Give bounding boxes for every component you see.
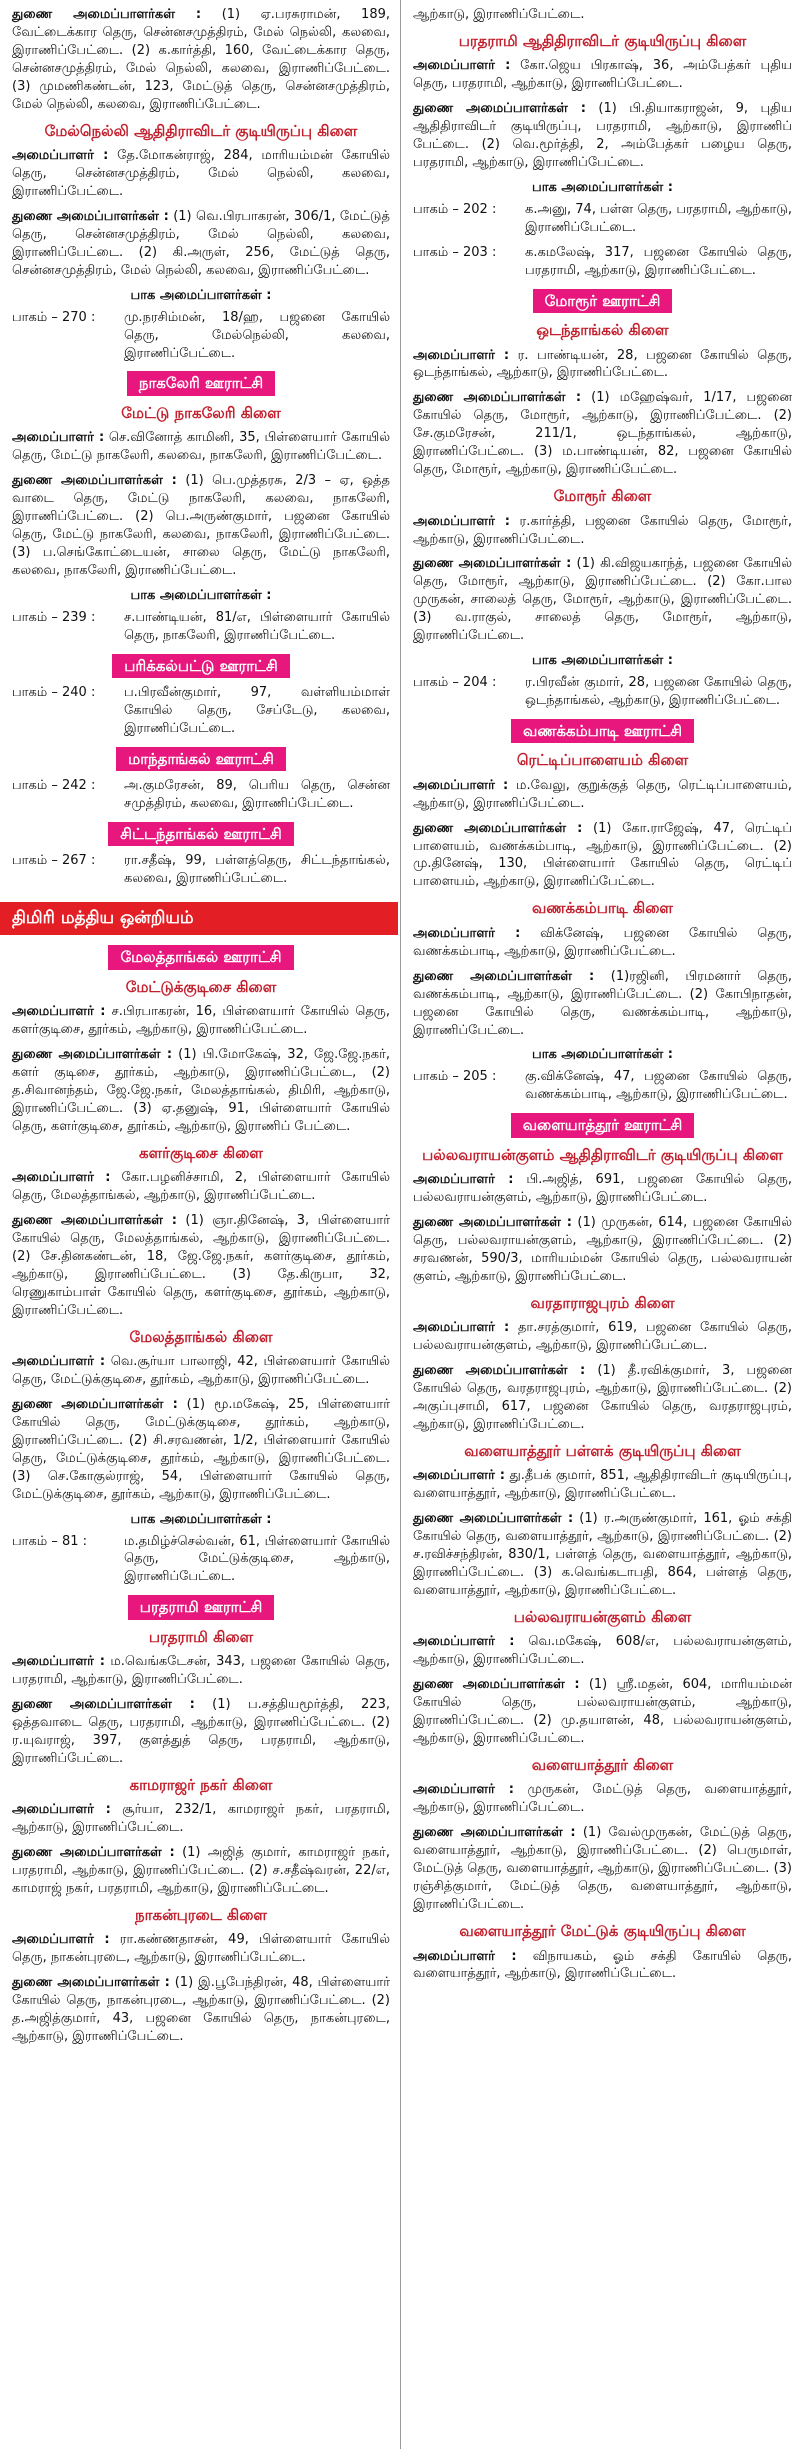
booth-entry xyxy=(12,1533,390,1587)
entry-text: கோ.ஜெய பிரகாஷ், 36, அம்பேத்கர் புதிய தெரு, பரதராமி, ஆற்காடு, இராணிப்பேட்டை. xyxy=(413,58,792,92)
entry-co-secretaries xyxy=(413,1362,792,1434)
role-label: அமைப்பாளர் : xyxy=(12,1170,111,1186)
booth-entry xyxy=(12,609,390,645)
entry-secretary xyxy=(12,1801,390,1837)
entry-text: சூர்யா, 232/1, காமராஜர் நகர், பரதராமி, ஆற்காடு, இராணிப்பேட்டை. xyxy=(12,1802,390,1836)
entry-text: (1) பெ.முத்தரசு, 2/3 – ஏ, ஒத்த வாடை தெரு, மேட்டு நாகலேரி, கலவை, நாகலேரி, இராணிப்பேட்டை. (2) பெ.அருண்குமார், பஜனை கோயில் தெரு, மேட்டு நாகலேரி, கலவை, நாகலேரி, இராணிப்பேட்டை. (3) ப.செங்கோட்டையன், சாலை தெரு, மேட்டு நாகலேரி, கலவை, நாகலேரி, இராணிப்பேட்டை. xyxy=(12,473,390,578)
role-label: அமைப்பாளர் : xyxy=(413,347,510,363)
entry-secretary xyxy=(413,1171,792,1207)
role-label: துணை அமைப்பாளர்கள் : xyxy=(413,1363,586,1378)
entry-text: விக்னேஷ், பஜனை கோயில் தெரு, வணக்கம்பாடி, ஆற்காடு, இராணிப்பேட்டை. xyxy=(413,925,792,959)
entry-secretary xyxy=(413,57,792,93)
booth-label: பாகம் – 270 : xyxy=(12,309,96,325)
entry-co-secretaries xyxy=(12,208,390,280)
panchayat-heading: மாந்தாங்கல் ஊராட்சி xyxy=(116,747,286,771)
entry-secretary xyxy=(12,429,390,465)
entry-secretary xyxy=(413,1948,792,1984)
panchayat-heading: வளையாத்தூர் ஊராட்சி xyxy=(511,1113,695,1137)
part-secretaries-heading: பாக அமைப்பாளர்கள் : xyxy=(532,653,673,669)
role-label: துணை அமைப்பாளர்கள் : xyxy=(12,1845,175,1861)
entry-text: (1) முருகன், 614, பஜனை கோயில் தெரு, பல்லவராயன்குளம், ஆற்காடு, இராணிப்பேட்டை. (2) சரவணன், 590/3, மாரியம்மன் கோயில் தெரு, பல்லவராயன் குளம், ஆற்காடு, இராணிப்பேட்டை. xyxy=(413,1214,792,1284)
entry-text: தே.மோகன்ராஜ், 284, மாரியம்மன் கோயில் தெரு, சென்னசமுத்திரம், மேல் நெல்லி, கலவை, இராணிப்பேட்டை. xyxy=(12,148,390,199)
entry-co-secretaries xyxy=(413,389,792,479)
role-label: அமைப்பாளர் : xyxy=(413,1172,514,1187)
entry-text: (1) ஏ.பரசுராமன், 189, வேட்டைக்கார தெரு, சென்னசமுத்திரம், மேல் நெல்லி, கலவை, இராணிப்பேட்டை. (2) க.கார்த்தி, 160, வேட்டைக்கார தெரு, சென்னசமுத்திரம், மேல் நெல்லி, கலவை, இராணிப்பேட்டை. (3) முமணிகண்டன், 123, மேட்டுத் தெரு, சென்னசமுத்திரம், மேல் நெல்லி, கலவை, இராணிப்பேட்டை. xyxy=(12,7,390,112)
booth-entry xyxy=(12,777,390,813)
entry-co-secretaries xyxy=(413,1510,792,1600)
entry-text: ர.கார்த்தி, பஜனை கோயில் தெரு, மோரூர், ஆற்காடு, இராணிப்பேட்டை. xyxy=(413,513,792,547)
role-label: அமைப்பாளர் : xyxy=(413,777,509,793)
entry-text: (1) மூ.மகேஷ், 25, பிள்ளையார் கோயில் தெரு, மேட்டுக்குடிசை, தூர்கம், ஆற்காடு, இராணிப்பேட்டை. (2) சி.சரவணன், 1/2, பிள்ளையார் கோயில் தெரு, மேட்டுக்குடிசை, தூர்கம், ஆற்காடு, இராணிப்பேட்டை. (3) செ.கோகுல்ராஜ், 54, பிள்ளையார் கோயில் தெரு, மேட்டுக்குடிசை, தூர்கம், ஆற்காடு, இராணிப்பேட்டை. xyxy=(12,1396,390,1502)
booth-entry xyxy=(413,674,792,710)
booth-label: பாகம் – 240 : xyxy=(12,684,96,700)
booth-label: பாகம் – 242 : xyxy=(12,777,96,793)
entry-co-secretaries xyxy=(413,555,792,645)
booth-label: பாகம் – 239 : xyxy=(12,609,96,625)
branch-heading: மேலத்தாங்கல் கிளை xyxy=(129,1327,273,1346)
role-label: அமைப்பாளர் : xyxy=(12,1932,110,1948)
role-label: துணை அமைப்பாளர்கள் : xyxy=(12,473,177,489)
booth-text: ம.தமிழ்ச்செல்வன், 61, பிள்ளையார் கோயில் தெரு, மேட்டுக்குடிசை, ஆற்காடு, இராணிப்பேட்டை. xyxy=(124,1533,390,1585)
entry-text: து.தீபக் குமார், 851, ஆதிதிராவிடர் குடியிருப்பு, வளையாத்தூர், ஆற்காடு, இராணிப்பேட்டை. xyxy=(413,1468,792,1502)
panchayat-heading: மேலத்தாங்கல் ஊராட்சி xyxy=(108,945,293,969)
entry-co-secretaries xyxy=(12,1396,390,1504)
booth-text: மு.நரசிம்மன், 18/ஹ, பஜனை கோயில் தெரு, மேல்நெல்லி, கலவை, இராணிப்பேட்டை. xyxy=(124,309,390,361)
booth-text: கு.விக்னேஷ், 47, பஜனை கோயில் தெரு, வணக்கம்பாடி, ஆற்காடு, இராணிப்பேட்டை. xyxy=(525,1069,792,1103)
entry-text: (1) கி.விஜயகாந்த், பஜனை கோயில் தெரு, மோரூர், ஆற்காடு, இராணிப்பேட்டை. (2) கோ.பால முருகன், சாலைத் தெரு, மோரூர், ஆற்காடு, இராணிப்பேட்டை. (3) வ.ராகுல், சாலைத் தெரு, மோரூர், ஆற்காடு, இராணிப்பேட்டை. xyxy=(413,556,792,644)
branch-heading: மேல்நெல்லி ஆதிதிராவிடர் குடியிருப்பு கிளை xyxy=(44,121,358,140)
role-label: அமைப்பாளர் : xyxy=(12,430,105,446)
role-label: துணை அமைப்பாளர்கள் : xyxy=(12,1212,177,1228)
branch-heading: நாகன்புரடை கிளை xyxy=(135,1905,267,1924)
entry-text: (1) அஜித் குமார், காமராஜர் நகர், பரதராமி, ஆற்காடு, இராணிப்பேட்டை. (2) ச.சதீஷ்வரன், 22/எ, காமராஜ் நகர், பரதராமி, ஆற்காடு, இராணிப்பேட்டை. xyxy=(12,1845,390,1896)
entry-text: ம.வேலு, குறுக்குத் தெரு, ரெட்டிப்பாளையம், ஆற்காடு, இராணிப்பேட்டை. xyxy=(413,777,792,811)
panchayat-heading: வணக்கம்பாடி ஊராட்சி xyxy=(511,719,694,743)
entry-text: விநாயகம், ஓம் சக்தி கோயில் தெரு, வளையாத்தூர், ஆற்காடு, இராணிப்பேட்டை. xyxy=(413,1948,792,1982)
entry-co-secretaries xyxy=(12,472,390,580)
entry-co-secretaries xyxy=(12,1046,390,1136)
part-secretaries-heading: பாக அமைப்பாளர்கள் : xyxy=(130,587,272,603)
branch-heading: ரெட்டிப்பாளையம் கிளை xyxy=(516,751,689,770)
panchayat-heading: நாகலேரி ஊராட்சி xyxy=(127,371,275,395)
booth-label: பாகம் – 267 : xyxy=(12,852,96,868)
entry-secretary xyxy=(413,1319,792,1355)
entry-secretary xyxy=(413,925,792,961)
entry-co-secretaries xyxy=(413,1676,792,1748)
entry-secretary xyxy=(413,1781,792,1817)
role-label: அமைப்பாளர் : xyxy=(12,1654,105,1670)
role-label: துணை அமைப்பாளர்கள் : xyxy=(12,1396,178,1412)
entry-co-secretaries xyxy=(413,820,792,892)
entry-text: வெ.சூர்யா பாலாஜி, 42, பிள்ளையார் கோயில் தெரு, மேட்டுக்குடிசை, தூர்கம், ஆற்காடு, இராணிப்பேட்டை. xyxy=(12,1354,390,1388)
booth-text: அ.குமரேசன், 89, பெரிய தெரு, சென்ன சமுத்திரம், கலவை, இராணிப்பேட்டை. xyxy=(124,777,390,811)
entry-text: (1) வெ.பிரபாகரன், 306/1, மேட்டுத் தெரு, சென்னசமுத்திரம், மேல் நெல்லி, கலவை, இராணிப்பேட்டை. (2) கி.அருள், 256, மேட்டுத் தெரு, சென்னசமுத்திரம், மேல் நெல்லி, கலவை, இராணிப்பேட்டை. xyxy=(12,208,390,278)
role-label: துணை அமைப்பாளர்கள் : xyxy=(413,101,586,117)
branch-heading: பல்லவராயன்குளம் ஆதிதிராவிடர் குடியிருப்பு கிளை xyxy=(422,1145,783,1164)
entry-text: பி.அஜித், 691, பஜனை கோயில் தெரு, பல்லவராயன்குளம், ஆற்காடு, இராணிப்பேட்டை. xyxy=(413,1172,792,1205)
entry-continuation: ஆற்காடு, இராணிப்பேட்டை. xyxy=(413,7,585,22)
role-label: துணை அமைப்பாளர்கள் : xyxy=(413,1214,572,1230)
entry-secretary xyxy=(12,1353,390,1389)
entry-text: (1) இ.பூபேந்திரன், 48, பிள்ளையார் கோயில் தெரு, நாகன்புரடை, ஆற்காடு, இராணிப்பேட்டை. (2) த.அஜித்குமார், 43, பஜனை கோயில் தெரு, நாகன்புரடை, ஆற்காடு, இராணிப்பேட்டை. xyxy=(12,1975,390,2045)
branch-heading: களர்குடிசை கிளை xyxy=(139,1143,263,1162)
entry-text: (1) ஸ்ரீ.மதன், 604, மாரியம்மன் கோயில் தெரு, பல்லவராயன்குளம், ஆற்காடு, இராணிப்பேட்டை. (2) மு.தயாளன், 48, பல்லவராயன்குளம், ஆற்காடு, இராணிப்பேட்டை. xyxy=(413,1677,792,1746)
role-label: துணை அமைப்பாளர்கள் : xyxy=(413,556,572,572)
booth-entry xyxy=(413,244,792,280)
part-secretaries-heading: பாக அமைப்பாளர்கள் : xyxy=(130,287,272,303)
booth-entry xyxy=(12,852,390,888)
entry-co-secretaries xyxy=(413,1824,792,1914)
panchayat-heading: பரிக்கல்பட்டு ஊராட்சி xyxy=(112,654,289,678)
branch-heading: பரதராமி கிளை xyxy=(148,1627,254,1646)
booth-text: ர.பிரவீன் குமார், 28, பஜனை கோயில் தெரு, ஒடந்தாங்கல், ஆற்காடு, இராணிப்பேட்டை. xyxy=(525,675,792,708)
role-label: அமைப்பாளர் : xyxy=(413,1634,515,1650)
entry-text: கோ.பழனிச்சாமி, 2, பிள்ளையார் கோயில் தெரு, மேலத்தாங்கல், ஆற்காடு, இராணிப்பேட்டை. xyxy=(12,1170,390,1204)
entry-secretary xyxy=(413,347,792,383)
role-label: துணை அமைப்பாளர்கள் : xyxy=(12,7,202,22)
entry-text: ர. பாண்டியன், 28, பஜனை கோயில் தெரு, ஒடந்தாங்கல், ஆற்காடு, இராணிப்பேட்டை. xyxy=(413,347,792,381)
entry-secretary xyxy=(413,777,792,813)
entry-secretary xyxy=(12,1653,390,1689)
role-label: அமைப்பாளர் : xyxy=(413,58,511,74)
entry-text: (1) கோ.ராஜேஷ், 47, ரெட்டிப் பாளையம், வணக்கம்பாடி, ஆற்காடு, இராணிப்பேட்டை. (2) மு.தினேஷ், 130, பிள்ளையார் கோயில் தெரு, ரெட்டிப் பாளையம், ஆற்காடு, இராணிப்பேட்டை. xyxy=(413,820,792,890)
role-label: துணை அமைப்பாளர்கள் : xyxy=(12,1046,173,1062)
booth-entry xyxy=(12,309,390,363)
entry-secretary xyxy=(413,513,792,549)
entry-text: (1) ப.சத்தியமூர்த்தி, 223, ஒத்தவாடை தெரு, பரதராமி, ஆற்காடு, இராணிப்பேட்டை. (2) ர.யுவராஜ், 397, குளத்துத் தெரு, பரதராமி, ஆற்காடு, இராணிப்பேட்டை. xyxy=(12,1696,390,1766)
role-label: அமைப்பாளர் : xyxy=(12,148,109,164)
role-label: துணை அமைப்பாளர்கள் : xyxy=(12,208,169,224)
role-label: அமைப்பாளர் : xyxy=(413,513,511,529)
branch-heading: மேட்டுக்குடிசை கிளை xyxy=(125,977,277,996)
entry-text: (1) ஞா.தினேஷ், 3, பிள்ளையார் கோயில் தெரு, மேலத்தாங்கல், ஆற்காடு, இராணிப்பேட்டை. (2) சே.தினகண்டன், 18, ஜே.ஜே.நகர், களர்குடிசை, தூர்கம், ஆற்காடு, இராணிப்பேட்டை. (3) தே.கிருபா, 32, ரெணுகாம்பாள் கோயில் தெரு, களர்குடிசை, தூர்கம், ஆற்காடு, இராணிப்பேட்டை. xyxy=(12,1212,390,1318)
entry-text: (1) ர.அருண்குமார், 161, ஓம் சக்தி கோயில் தெரு, வளையாத்தூர், ஆற்காடு, இராணிப்பேட்டை. (2) ச.ரவிச்சந்திரன், 830/1, பள்ளத் தெரு, வளையாத்தூர், ஆற்காடு, இராணிப்பேட்டை. (3) க.வெங்கடாபதி, 864, பள்ளத் தெரு, வளையாத்தூர், ஆற்காடு, இராணிப்பேட்டை. xyxy=(413,1511,793,1598)
union-banner: திமிரி மத்திய ஒன்றியம் xyxy=(0,902,398,935)
booth-label: பாகம் – 203 : xyxy=(413,244,497,260)
booth-text: க.கமலேஷ், 317, பஜனை கோயில் தெரு, பரதராமி, ஆற்காடு, இராணிப்பேட்டை. xyxy=(525,244,792,278)
part-secretaries-heading: பாக அமைப்பாளர்கள் : xyxy=(532,1047,673,1063)
entry-text: தா.சரத்குமார், 619, பஜனை கோயில் தெரு, பல்லவராயன்குளம், ஆற்காடு, இராணிப்பேட்டை. xyxy=(413,1320,792,1354)
entry-text: ம.வெங்கடேசன், 343, பஜனை கோயில் தெரு, பரதராமி, ஆற்காடு, இராணிப்பேட்டை. xyxy=(12,1654,390,1688)
entry-secretary xyxy=(12,147,390,201)
entry-text: (1) பி.மோகேஷ், 32, ஜே.ஜே.நகர், களர் குடிசை, தூர்கம், ஆற்காடு, இராணிப்பேட்டை, (2) த.சிவானந்தம், ஜே.ஜே.நகர், மேலத்தாங்கல், திமிரி, ஆற்காடு, இராணிப்பேட்டை. (3) ஏ.தனுஷ், 91, பிள்ளையார் கோயில் தெரு, களர்குடிசை, தூர்கம், ஆற்காடு, இராணிப் பேட்டை. xyxy=(12,1046,390,1134)
role-label: துணை அமைப்பாளர்கள் : xyxy=(413,390,582,406)
role-label: துணை அமைப்பாளர்கள் : xyxy=(413,1825,576,1841)
booth-text: க.அனு, 74, பள்ள தெரு, பரதராமி, ஆற்காடு, இராணிப்பேட்டை. xyxy=(525,202,792,235)
role-label: அமைப்பாளர் : xyxy=(413,1468,505,1484)
booth-text: ரா.சதீஷ், 99, பள்ளத்தெரு, சிட்டந்தாங்கல், கலவை, இராணிப்பேட்டை. xyxy=(124,852,390,886)
entry-secretary xyxy=(413,1467,792,1503)
entry-text: (1) தீ.ரவிக்குமார், 3, பஜனை கோயில் தெரு, வரதராஜபுரம், ஆற்காடு, இராணிப்பேட்டை. (2) அகுப்புசாமி, 617, பஜனை கோயில் தெரு, வரதராஜபுரம், ஆற்காடு, இராணிப்பேட்டை. xyxy=(413,1363,792,1432)
entry-text: (1) பி.தியாகராஜன், 9, புதிய ஆதிதிராவிடர் குடியிருப்பு, பரதராமி, ஆற்காடு, இராணிப் பேட்டை. (2) வெ.மூர்த்தி, 2, அம்பேத்கர் பழைய தெரு, பரதராமி, ஆற்காடு, இராணிப்பேட்டை. xyxy=(413,101,792,171)
entry-secretary xyxy=(413,1633,792,1669)
part-secretaries-heading: பாக அமைப்பாளர்கள் : xyxy=(532,180,673,196)
branch-heading: காமராஜர் நகர் கிளை xyxy=(129,1775,273,1794)
role-label: துணை அமைப்பாளர்கள் : xyxy=(12,1975,170,1991)
entry-text: (1) வேல்முருகன், மேட்டுத் தெரு, வளையாத்தூர், ஆற்காடு, இராணிப்பேட்டை. (2) பெருமாள், மேட்டுத் தெரு, வளையாத்தூர், ஆற்காடு, இராணிப்பேட்டை. (3) ரஞ்சித்குமார், மேட்டுத் தெரு, வளையாத்தூர், ஆற்காடு, இராணிப்பேட்டை. xyxy=(413,1825,792,1913)
booth-entry xyxy=(12,684,390,738)
entry-co-secretaries xyxy=(12,1696,390,1768)
booth-entry xyxy=(413,201,792,237)
panchayat-heading: பரதராமி ஊராட்சி xyxy=(128,1595,274,1619)
branch-heading: பல்லவராயன்குளம் கிளை xyxy=(513,1607,692,1626)
right-column xyxy=(400,0,800,2449)
booth-label: பாகம் – 205 : xyxy=(413,1069,497,1085)
branch-heading: வளையாத்தூர் மேட்டுக் குடியிருப்பு கிளை xyxy=(459,1922,746,1940)
entry-co-secretaries xyxy=(413,1214,792,1286)
booth-text: ச.பாண்டியன், 81/எ, பிள்ளையார் கோயில் தெரு, நாகலேரி, இராணிப்பேட்டை. xyxy=(124,609,390,643)
role-label: அமைப்பாளர் : xyxy=(12,1802,111,1818)
entry-co-secretaries xyxy=(413,100,792,172)
branch-heading: பரதராமி ஆதிதிராவிடர் குடியிருப்பு கிளை xyxy=(458,31,747,50)
entry-text: முருகன், மேட்டுத் தெரு, வளையாத்தூர், ஆற்காடு, இராணிப்பேட்டை. xyxy=(413,1782,792,1816)
part-secretaries-heading: பாக அமைப்பாளர்கள் : xyxy=(130,1511,272,1527)
entry-text: ச.பிரபாகரன், 16, பிள்ளையார் கோயில் தெரு, களர்குடிசை, தூர்கம், ஆற்காடு, இராணிப்பேட்டை. xyxy=(12,1004,390,1037)
entry-secretary xyxy=(12,1931,390,1967)
branch-heading: மேட்டு நாகலேரி கிளை xyxy=(121,403,281,422)
role-label: துணை அமைப்பாளர்கள் : xyxy=(413,820,583,836)
role-label: துணை அமைப்பாளர்கள் : xyxy=(413,968,595,984)
role-label: அமைப்பாளர் : xyxy=(12,1354,106,1370)
entry-text: (1) மஹேஷ்வர், 1/17, பஜனை கோயில் தெரு, மோரூர், ஆற்காடு, இராணிப்பேட்டை. (2) சே.குமரேசன், 211/1, ஒடந்தாங்கல், ஆற்காடு, இராணிப்பேட்டை. (3) ம.பாண்டியன், 82, பஜனை கோயில் தெரு, மோரூர், ஆற்காடு, இராணிப்பேட்டை. xyxy=(413,390,792,478)
entry-co-secretaries xyxy=(12,1974,390,2046)
role-label: அமைப்பாளர் : xyxy=(413,1320,510,1336)
role-label: அமைப்பாளர் : xyxy=(413,1782,514,1798)
entry-secretary xyxy=(12,1003,390,1039)
booth-text: ப.பிரவீன்குமார், 97, வள்ளியம்மாள் கோயில் தெரு, சேப்டேடு, கலவை, இராணிப்பேட்டை. xyxy=(124,684,390,736)
entry-text: வெ.மகேஷ், 608/எ, பல்லவராயன்குளம், ஆற்காடு, இராணிப்பேட்டை. xyxy=(413,1634,792,1668)
role-label: அமைப்பாளர் : xyxy=(413,925,521,941)
role-label: துணை அமைப்பாளர்கள் : xyxy=(413,1677,580,1693)
branch-heading: மோரூர் கிளை xyxy=(553,487,652,506)
entry-co-secretaries xyxy=(12,6,390,114)
branch-heading: ஒடந்தாங்கல் கிளை xyxy=(536,321,669,339)
entry-co-secretaries xyxy=(12,1844,390,1898)
role-label: அமைப்பாளர் : xyxy=(413,1948,517,1964)
booth-label: பாகம் – 202 : xyxy=(413,202,497,217)
booth-label: பாகம் – 81 : xyxy=(12,1533,88,1549)
panchayat-heading: சிட்டந்தாங்கல் ஊராட்சி xyxy=(108,822,293,846)
panchayat-heading: மோரூர் ஊராட்சி xyxy=(533,289,673,313)
booth-label: பாகம் – 204 : xyxy=(413,675,497,691)
branch-heading: வளையாத்தூர் பள்ளக் குடியிருப்பு கிளை xyxy=(464,1441,741,1460)
branch-heading: வளையாத்தூர் கிளை xyxy=(531,1755,674,1774)
role-label: துணை அமைப்பாளர்கள் : xyxy=(12,1696,195,1712)
entry-text: ரா.கண்ணதாசன், 49, பிள்ளையார் கோயில் தெரு, நாகன்புரடை, ஆற்காடு, இராணிப்பேட்டை. xyxy=(12,1932,390,1966)
entry-co-secretaries xyxy=(12,1212,390,1320)
branch-heading: வரதாராஜபுரம் கிளை xyxy=(530,1293,675,1312)
entry-secretary xyxy=(12,1169,390,1205)
booth-entry xyxy=(413,1068,792,1104)
role-label: துணை அமைப்பாளர்கள் : xyxy=(413,1511,574,1527)
entry-co-secretaries xyxy=(413,968,792,1040)
entry-text: செ.வினோத் காமினி, 35, பிள்ளையார் கோயில் தெரு, மேட்டு நாகலேரி, கலவை, நாகலேரி, இராணிப்பேட்டை. xyxy=(12,430,390,464)
entry-text: (1)ரஜினி, பிரமனார் தெரு, வணக்கம்பாடி, ஆற்காடு, இராணிப்பேட்டை. (2) கோபிநாதன், பஜனை கோயில் தெரு, வணக்கம்பாடி, ஆற்காடு, இராணிப்பேட்டை. xyxy=(413,968,792,1038)
branch-heading: வணக்கம்பாடி கிளை xyxy=(532,899,673,918)
role-label: அமைப்பாளர் : xyxy=(12,1004,106,1020)
